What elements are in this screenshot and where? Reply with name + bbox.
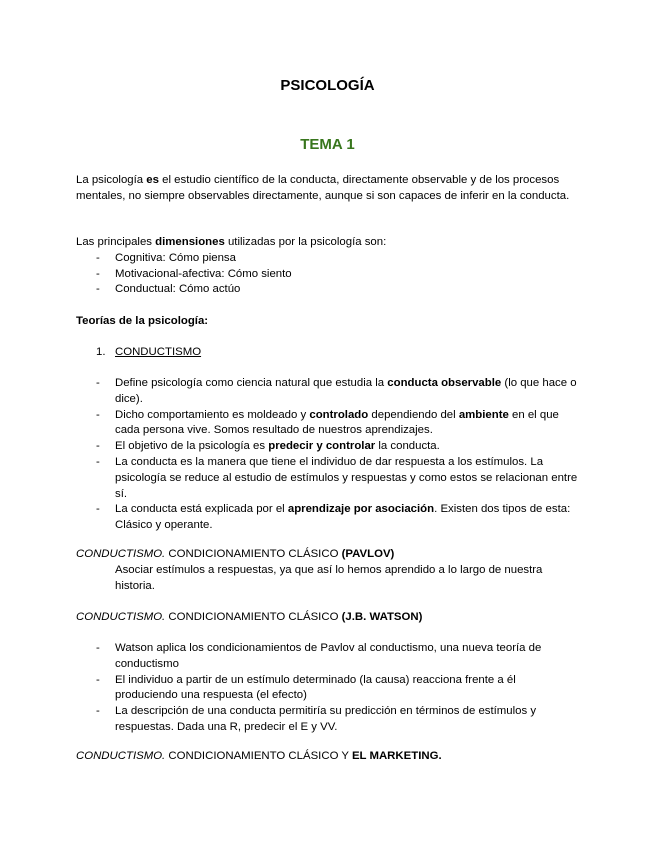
list-item: - La descripción de una conducta permitiría su predicción en términos de estímulos y respuestas. Dada una R, predecir el E y VV.	[76, 704, 580, 736]
list-item: - Motivacional-afectiva: Cómo siento	[76, 267, 580, 283]
pavlov-heading: CONDUCTISMO. CONDICIONAMIENTO CLÁSICO (PAVLOV)	[76, 548, 395, 560]
dimensions-intro: Las principales dimensiones utilizadas por la psicología son:	[76, 236, 387, 248]
list-item: - La conducta es la manera que tiene el individuo de dar respuesta a los estímulos. La psicología se reduce al estudio de estímulos y respuestas y como estos se relacionan entre sí.	[76, 455, 580, 502]
pavlov-body: Asociar estímulos a respuestas, ya que así lo hemos aprendido a lo largo de nuestra historia.	[115, 563, 543, 592]
watson-section	[76, 610, 580, 626]
watson-list	[76, 641, 580, 736]
dimensions-section	[76, 235, 580, 298]
section-conductismo-heading: 1. CONDUCTISMO	[96, 346, 202, 358]
list-item: - Watson aplica los condicionamientos de Pavlov al conductismo, una nueva teoría de conductismo	[76, 641, 580, 673]
theories-heading: Teorías de la psicología:	[76, 315, 209, 327]
list-item: - Cognitiva: Cómo piensa	[76, 251, 580, 267]
intro-paragraph: La psicología es el estudio científico de la conducta, directamente observable y de los procesos mentales, no siempre observables directamente, aunque si son capaces de inferir en la conducta.	[76, 174, 570, 202]
list-item: - El individuo a partir de un estímulo determinado (la causa) reacciona frente a él produciendo una respuesta (el efecto)	[76, 673, 580, 705]
list-item: - Conductual: Cómo actúo	[76, 282, 580, 298]
marketing-heading: CONDUCTISMO. CONDICIONAMIENTO CLÁSICO Y EL MARKETING.	[76, 750, 442, 762]
dimensions-list	[76, 251, 580, 298]
watson-heading: CONDUCTISMO. CONDICIONAMIENTO CLÁSICO (J.B. WATSON)	[76, 611, 423, 623]
document-title: PSICOLOGÍA	[280, 77, 375, 94]
list-item: - La conducta está explicada por el aprendizaje por asociación. Existen dos tipos de esta: Clásico y operante.	[76, 502, 580, 534]
pavlov-section	[76, 547, 580, 594]
document-subtitle: TEMA 1	[300, 136, 355, 153]
list-item: - El objetivo de la psicología es predecir y controlar la conducta.	[76, 439, 580, 455]
list-item: - Dicho comportamiento es moldeado y controlado dependiendo del ambiente en el que cada persona vive. Somos resultado de nuestros aprendizajes.	[76, 408, 580, 440]
conductismo-list	[76, 376, 580, 534]
list-item: - Define psicología como ciencia natural que estudia la conducta observable (lo que hace o dice).	[76, 376, 580, 408]
